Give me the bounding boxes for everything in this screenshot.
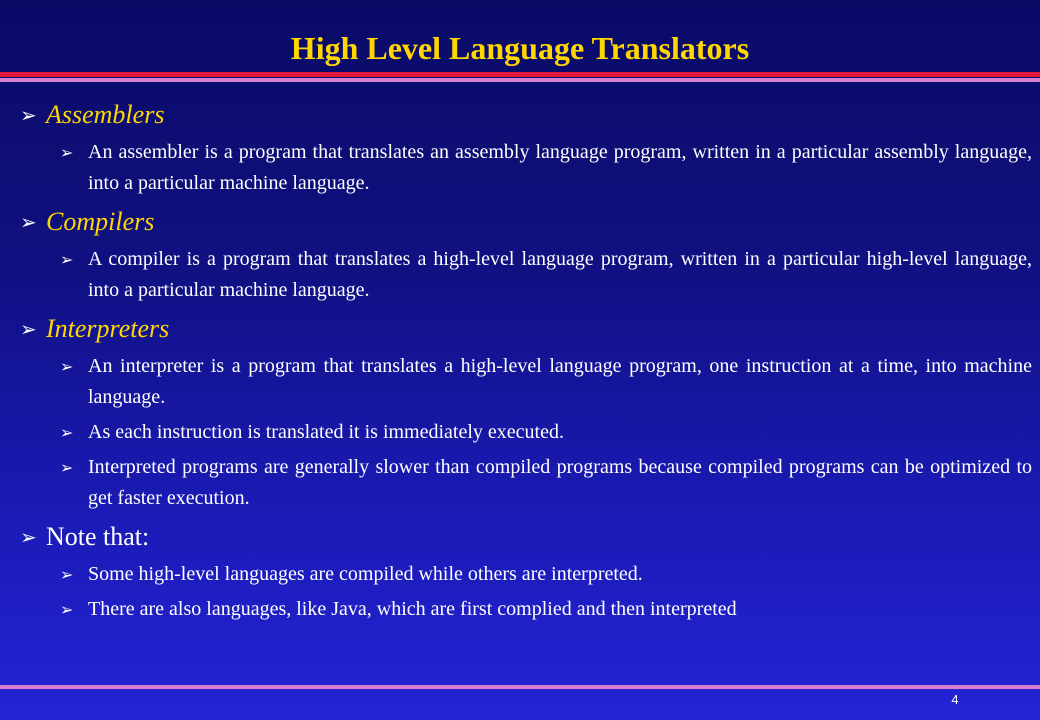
arrow-bullet-icon: ➢ [20,103,37,127]
sub-bullet [60,244,1032,306]
arrow-bullet-icon: ➢ [60,600,74,619]
arrow-bullet-icon: ➢ [60,565,74,584]
bullet-text: Some high-level languages are compiled while others are interpreted. [88,563,643,585]
sub-bullet [60,594,1032,625]
bullet-text: A compiler is a program that translates a high-level language program, written in a particular high-level language, into a particular machine language. [88,248,1032,301]
bullet-text: An interpreter is a program that translates a high-level language program, one instruction at a time, into machine language. [88,355,1032,408]
heading-interpreters: Interpreters [46,314,170,343]
title-divider-pink-line [0,78,1040,82]
sub-bullet [60,559,1032,590]
arrow-bullet-icon: ➢ [60,423,74,442]
bullet-compilers [20,205,1032,239]
bullet-note [20,520,1032,554]
bullet-text: As each instruction is translated it is immediately executed. [88,421,564,443]
heading-note: Note that: [46,522,150,551]
slide-title: High Level Language Translators [290,30,750,66]
heading-compilers: Compilers [46,207,155,236]
arrow-bullet-icon: ➢ [20,317,37,341]
bullet-text: There are also languages, like Java, which are first complied and then interpreted [88,598,737,620]
heading-assemblers: Assemblers [46,100,165,129]
arrow-bullet-icon: ➢ [20,210,37,234]
title-divider-red-line [0,72,1040,77]
sub-bullet [60,417,1032,448]
arrow-bullet-icon: ➢ [60,357,74,376]
bullet-text: An assembler is a program that translates an assembly language program, written in a particular assembly language, into a particular machine language. [88,141,1032,194]
slide-body [20,92,1032,625]
bullet-interpreters [20,312,1032,346]
arrow-bullet-icon: ➢ [60,250,74,269]
title-divider [0,72,1040,82]
bullet-assemblers [20,98,1032,132]
sub-bullet [60,137,1032,199]
arrow-bullet-icon: ➢ [60,143,74,162]
sub-bullet [60,351,1032,413]
page-number: 4 [951,692,959,707]
sub-bullet [60,452,1032,514]
arrow-bullet-icon: ➢ [60,458,74,477]
footer-divider [0,685,1040,689]
arrow-bullet-icon: ➢ [20,525,37,549]
bullet-text: Interpreted programs are generally slower than compiled programs because compiled programs can be optimized to get faster execution. [88,456,1032,509]
